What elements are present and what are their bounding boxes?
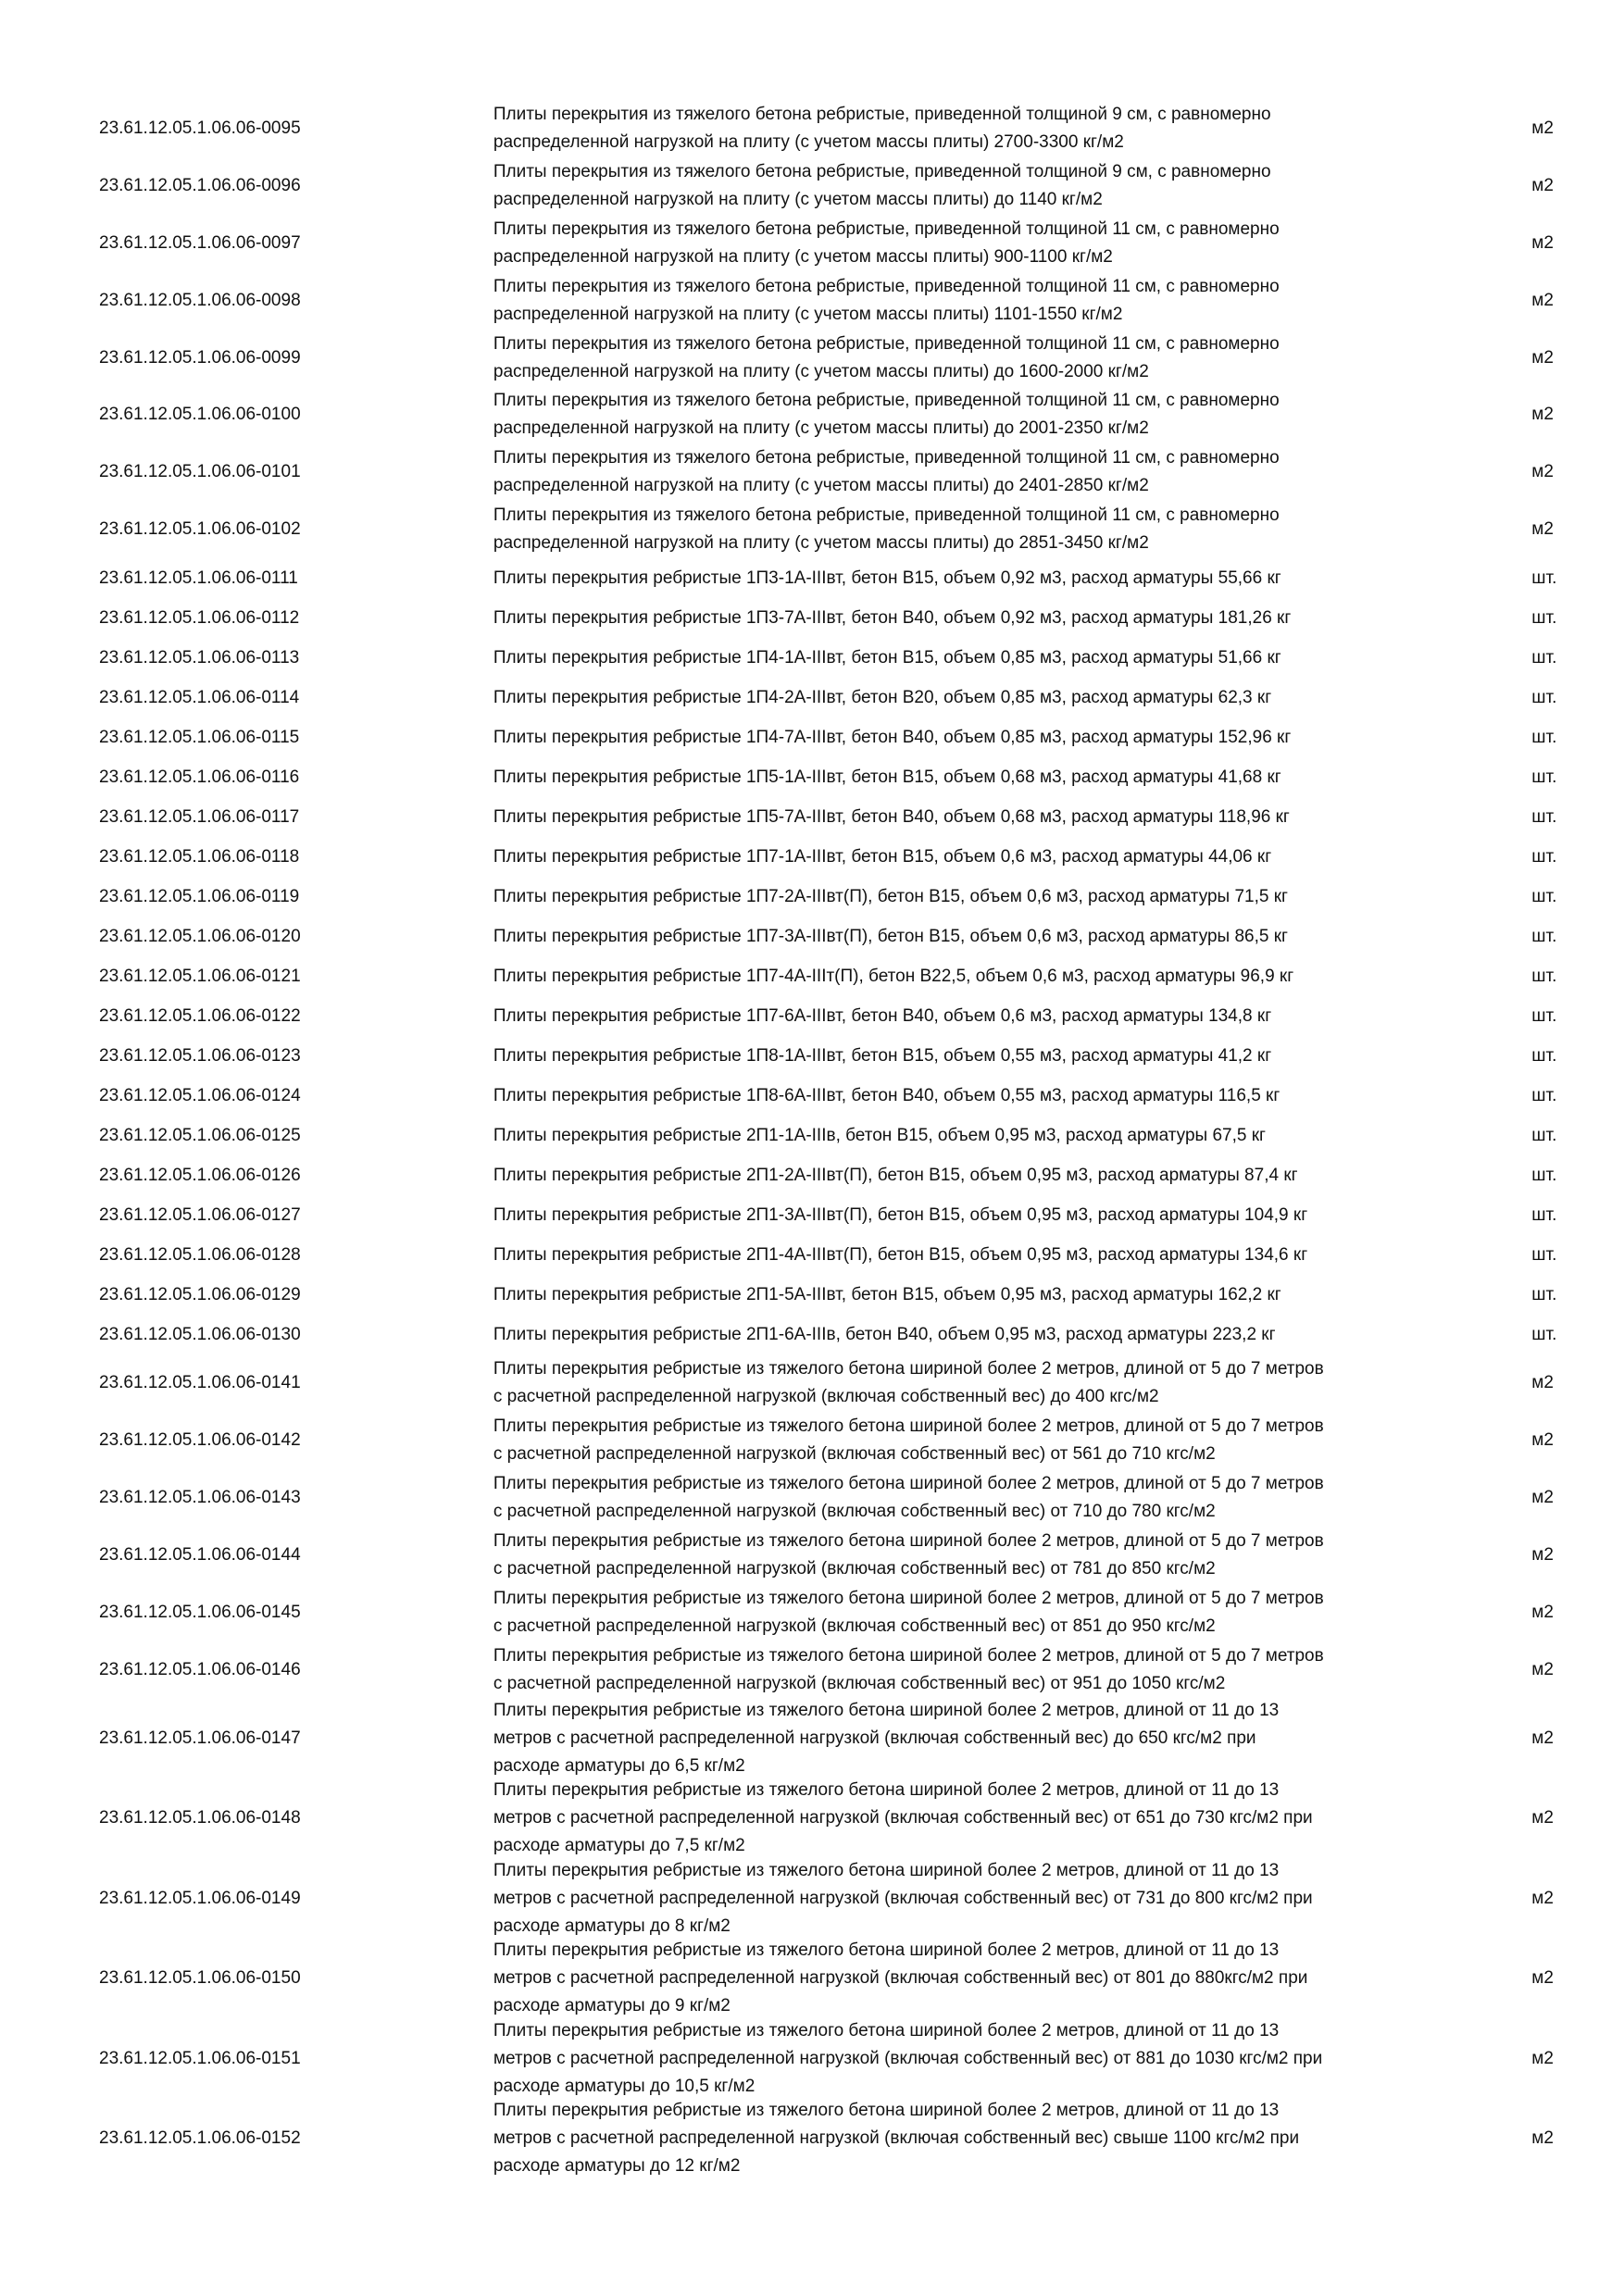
unit-of-measure: шт.: [1531, 1005, 1557, 1026]
table-row: [0, 1858, 1624, 1939]
resource-code: 23.61.12.05.1.06.06-0149: [99, 1888, 301, 1908]
resource-code: 23.61.12.05.1.06.06-0111: [99, 568, 298, 588]
resource-code: 23.61.12.05.1.06.06-0114: [99, 687, 300, 707]
resource-code: 23.61.12.05.1.06.06-0097: [99, 232, 301, 253]
table-row: [0, 877, 1624, 917]
resource-code: 23.61.12.05.1.06.06-0101: [99, 462, 301, 482]
resource-code: 23.61.12.05.1.06.06-0142: [99, 1429, 301, 1450]
resource-name: Плиты перекрытия ребристые 2П1-1А-IIIв, бетон В15, объем 0,95 м3, расход арматуры 67,5 кг: [493, 1125, 1266, 1145]
resource-code: 23.61.12.05.1.06.06-0123: [99, 1045, 301, 1066]
resource-name: Плиты перекрытия ребристые из тяжелого бетона шириной более 2 метров, длиной от 11 до 13 метров с расчетной распределенной нагрузкой (включая собственный вес) от 801 до 880кгс/м2 при расходе арматуры до 9 кг/м2: [493, 1940, 1308, 2016]
resource-name: Плиты перекрытия ребристые 1П5-1А-IIIвт, бетон В15, объем 0,68 м3, расход арматуры 41,68 кг: [493, 767, 1281, 787]
table-row: [0, 1235, 1624, 1275]
unit-of-measure: шт.: [1531, 1045, 1557, 1066]
resource-code: 23.61.12.05.1.06.06-0151: [99, 2048, 301, 2068]
resource-name: Плиты перекрытия ребристые 1П7-1А-IIIвт, бетон В15, объем 0,6 м3, расход арматуры 44,06 кг: [493, 846, 1272, 867]
resource-code: 23.61.12.05.1.06.06-0122: [99, 1005, 301, 1026]
unit-of-measure: м2: [1531, 1728, 1554, 1748]
resource-code: 23.61.12.05.1.06.06-0118: [99, 846, 300, 867]
table-row: [0, 2099, 1624, 2179]
resource-name: Плиты перекрытия ребристые 1П7-6А-IIIвт, бетон В40, объем 0,6 м3, расход арматуры 134,8 кг: [493, 1005, 1272, 1026]
unit-of-measure: шт.: [1531, 1125, 1557, 1145]
resource-name: Плиты перекрытия из тяжелого бетона ребристые, приведенной толщиной 11 см, с равномерно распределенной нагрузкой на плиту (с учетом массы плиты) 900-1100 кг/м2: [493, 218, 1280, 267]
unit-of-measure: м2: [1531, 1888, 1554, 1908]
table-row: [0, 1939, 1624, 2019]
resource-code: 23.61.12.05.1.06.06-0115: [99, 727, 300, 747]
unit-of-measure: шт.: [1531, 767, 1557, 787]
unit-of-measure: м2: [1531, 1968, 1554, 1989]
resource-code: 23.61.12.05.1.06.06-0096: [99, 175, 301, 195]
resource-name: Плиты перекрытия ребристые из тяжелого бетона шириной более 2 метров, длиной от 11 до 13 метров с расчетной распределенной нагрузкой (включая собственный вес) от 731 до 800 кгс/м2 при расходе арматуры до 8 кг/м2: [493, 1860, 1313, 1936]
resource-code: 23.61.12.05.1.06.06-0127: [99, 1204, 301, 1225]
table-row: [0, 330, 1624, 387]
resource-name: Плиты перекрытия ребристые 2П1-6А-IIIв, бетон В40, объем 0,95 м3, расход арматуры 223,2 кг: [493, 1324, 1276, 1344]
unit-of-measure: м2: [1531, 1602, 1554, 1622]
unit-of-measure: шт.: [1531, 727, 1557, 747]
resource-name: Плиты перекрытия из тяжелого бетона ребристые, приведенной толщиной 9 см, с равномерно распределенной нагрузкой на плиту (с учетом массы плиты) до 1140 кг/м2: [493, 161, 1271, 209]
resource-code: 23.61.12.05.1.06.06-0141: [99, 1373, 301, 1393]
resource-name: Плиты перекрытия ребристые 1П8-6А-IIIвт, бетон В40, объем 0,55 м3, расход арматуры 116,5 кг: [493, 1085, 1280, 1105]
resource-name: Плиты перекрытия из тяжелого бетона ребристые, приведенной толщиной 11 см, с равномерно распределенной нагрузкой на плиту (с учетом массы плиты) 1101-1550 кг/м2: [493, 276, 1280, 324]
table-row: [0, 1469, 1624, 1527]
resource-code: 23.61.12.05.1.06.06-0146: [99, 1659, 301, 1679]
unit-of-measure: м2: [1531, 1487, 1554, 1507]
table-row: [0, 215, 1624, 272]
unit-of-measure: м2: [1531, 232, 1554, 253]
table-row: [0, 2018, 1624, 2099]
resource-code: 23.61.12.05.1.06.06-0152: [99, 2128, 301, 2149]
resource-code: 23.61.12.05.1.06.06-0128: [99, 1244, 301, 1265]
unit-of-measure: шт.: [1531, 687, 1557, 707]
resource-name: Плиты перекрытия ребристые 1П4-2А-IIIвт, бетон В20, объем 0,85 м3, расход арматуры 62,3 кг: [493, 687, 1272, 707]
unit-of-measure: шт.: [1531, 1324, 1557, 1344]
resource-code: 23.61.12.05.1.06.06-0102: [99, 519, 301, 540]
table-row: [0, 1412, 1624, 1469]
table-row: [0, 598, 1624, 638]
unit-of-measure: шт.: [1531, 926, 1557, 946]
resource-code: 23.61.12.05.1.06.06-0124: [99, 1085, 301, 1105]
resource-code: 23.61.12.05.1.06.06-0121: [99, 966, 301, 986]
table-row: [0, 1116, 1624, 1155]
resource-name: Плиты перекрытия ребристые из тяжелого бетона шириной более 2 метров, длиной от 11 до 13 метров с расчетной распределенной нагрузкой (включая собственный вес) от 881 до 1030 кгс/м2 при расходе арматуры до 10,5 кг/м2: [493, 2020, 1323, 2096]
resource-name: Плиты перекрытия ребристые из тяжелого бетона шириной более 2 метров, длиной от 5 до 7 метров с расчетной распределенной нагрузкой (включая собственный вес) от 951 до 1050 кгс/м2: [493, 1645, 1324, 1693]
table-row: [0, 501, 1624, 558]
table-row: [0, 1354, 1624, 1412]
unit-of-measure: шт.: [1531, 1244, 1557, 1265]
resource-code: 23.61.12.05.1.06.06-0129: [99, 1284, 301, 1304]
resource-code: 23.61.12.05.1.06.06-0144: [99, 1544, 301, 1565]
table-row: [0, 678, 1624, 718]
resource-name: Плиты перекрытия ребристые 1П3-1А-IIIвт, бетон В15, объем 0,92 м3, расход арматуры 55,66 кг: [493, 568, 1281, 588]
resource-code: 23.61.12.05.1.06.06-0095: [99, 118, 301, 138]
table-row: [0, 100, 1624, 157]
unit-of-measure: м2: [1531, 1659, 1554, 1679]
unit-of-measure: м2: [1531, 2128, 1554, 2149]
table-row: [0, 1315, 1624, 1354]
table-row: [0, 443, 1624, 501]
resource-name: Плиты перекрытия ребристые из тяжелого бетона шириной более 2 метров, длиной от 5 до 7 метров с расчетной распределенной нагрузкой (включая собственный вес) от 781 до 850 кгс/м2: [493, 1530, 1324, 1578]
resource-name: Плиты перекрытия ребристые 1П4-7А-IIIвт, бетон В40, объем 0,85 м3, расход арматуры 152,96 кг: [493, 727, 1292, 747]
resource-name: Плиты перекрытия ребристые 2П1-3А-IIIвт(П), бетон В15, объем 0,95 м3, расход арматуры 104,9 кг: [493, 1204, 1308, 1225]
resource-name: Плиты перекрытия ребристые из тяжелого бетона шириной более 2 метров, длиной от 5 до 7 метров с расчетной распределенной нагрузкой (включая собственный вес) от 561 до 710 кгс/м2: [493, 1416, 1324, 1464]
table-row: [0, 1195, 1624, 1235]
unit-of-measure: шт.: [1531, 806, 1557, 827]
table-row: [0, 558, 1624, 598]
resource-code: 23.61.12.05.1.06.06-0147: [99, 1728, 301, 1748]
resource-name: Плиты перекрытия ребристые из тяжелого бетона шириной более 2 метров, длиной от 5 до 7 метров с расчетной распределенной нагрузкой (включая собственный вес) от 851 до 950 кгс/м2: [493, 1588, 1324, 1636]
resource-code: 23.61.12.05.1.06.06-0126: [99, 1165, 301, 1185]
unit-of-measure: м2: [1531, 118, 1554, 138]
unit-of-measure: м2: [1531, 1544, 1554, 1565]
resource-name: Плиты перекрытия ребристые из тяжелого бетона шириной более 2 метров, длиной от 11 до 13 метров с расчетной распределенной нагрузкой (включая собственный вес) от 651 до 730 кгс/м2 при расходе арматуры до 7,5 кг/м2: [493, 1780, 1313, 1856]
unit-of-measure: шт.: [1531, 886, 1557, 906]
table-row: [0, 757, 1624, 797]
table-row: [0, 1698, 1624, 1778]
resource-name: Плиты перекрытия ребристые 1П7-4А-IIIт(П), бетон В22,5, объем 0,6 м3, расход арматуры 96,9 кг: [493, 966, 1294, 986]
resource-code: 23.61.12.05.1.06.06-0130: [99, 1324, 301, 1344]
price-table: [0, 100, 1624, 2178]
unit-of-measure: м2: [1531, 1808, 1554, 1828]
resource-code: 23.61.12.05.1.06.06-0150: [99, 1968, 301, 1989]
unit-of-measure: м2: [1531, 462, 1554, 482]
table-row: [0, 917, 1624, 956]
resource-code: 23.61.12.05.1.06.06-0148: [99, 1808, 301, 1828]
resource-name: Плиты перекрытия ребристые 1П7-3А-IIIвт(П), бетон В15, объем 0,6 м3, расход арматуры 86,5 кг: [493, 926, 1288, 946]
resource-name: Плиты перекрытия ребристые из тяжелого бетона шириной более 2 метров, длиной от 5 до 7 метров с расчетной распределенной нагрузкой (включая собственный вес) от 710 до 780 кгс/м2: [493, 1473, 1324, 1521]
resource-name: Плиты перекрытия из тяжелого бетона ребристые, приведенной толщиной 11 см, с равномерно распределенной нагрузкой на плиту (с учетом массы плиты) до 1600-2000 кг/м2: [493, 333, 1280, 381]
table-row: [0, 1076, 1624, 1116]
resource-name: Плиты перекрытия ребристые 2П1-2А-IIIвт(П), бетон В15, объем 0,95 м3, расход арматуры 87,4 кг: [493, 1165, 1298, 1185]
resource-code: 23.61.12.05.1.06.06-0112: [99, 607, 300, 628]
resource-code: 23.61.12.05.1.06.06-0117: [99, 806, 300, 827]
resource-code: 23.61.12.05.1.06.06-0143: [99, 1487, 301, 1507]
table-row: [0, 1155, 1624, 1195]
resource-code: 23.61.12.05.1.06.06-0120: [99, 926, 301, 946]
resource-code: 23.61.12.05.1.06.06-0119: [99, 886, 300, 906]
resource-name: Плиты перекрытия ребристые из тяжелого бетона шириной более 2 метров, длиной от 11 до 13 метров с расчетной распределенной нагрузкой (включая собственный вес) свыше 1100 кгс/м2 при расходе арматуры до 12 кг/м2: [493, 2101, 1300, 2177]
unit-of-measure: м2: [1531, 1429, 1554, 1450]
unit-of-measure: шт.: [1531, 966, 1557, 986]
table-row: [0, 837, 1624, 877]
table-row: [0, 1275, 1624, 1315]
table-row: [0, 956, 1624, 996]
table-row: [0, 1778, 1624, 1859]
resource-name: Плиты перекрытия ребристые из тяжелого бетона шириной более 2 метров, длиной от 11 до 13 метров с расчетной распределенной нагрузкой (включая собственный вес) до 650 кгс/м2 при расходе арматуры до 6,5 кг/м2: [493, 1700, 1280, 1776]
resource-code: 23.61.12.05.1.06.06-0145: [99, 1602, 301, 1622]
resource-code: 23.61.12.05.1.06.06-0125: [99, 1125, 301, 1145]
unit-of-measure: шт.: [1531, 1204, 1557, 1225]
unit-of-measure: шт.: [1531, 1165, 1557, 1185]
resource-code: 23.61.12.05.1.06.06-0099: [99, 347, 301, 368]
unit-of-measure: м2: [1531, 175, 1554, 195]
resource-code: 23.61.12.05.1.06.06-0100: [99, 405, 301, 425]
unit-of-measure: м2: [1531, 1373, 1554, 1393]
table-row: [0, 1036, 1624, 1076]
table-row: [0, 1527, 1624, 1584]
resource-name: Плиты перекрытия ребристые 1П3-7А-IIIвт, бетон В40, объем 0,92 м3, расход арматуры 181,26 кг: [493, 607, 1292, 628]
resource-code: 23.61.12.05.1.06.06-0116: [99, 767, 300, 787]
table-row: [0, 718, 1624, 757]
unit-of-measure: м2: [1531, 347, 1554, 368]
unit-of-measure: шт.: [1531, 1085, 1557, 1105]
unit-of-measure: м2: [1531, 405, 1554, 425]
unit-of-measure: шт.: [1531, 607, 1557, 628]
resource-name: Плиты перекрытия ребристые 1П7-2А-IIIвт(П), бетон В15, объем 0,6 м3, расход арматуры 71,5 кг: [493, 886, 1288, 906]
unit-of-measure: м2: [1531, 2048, 1554, 2068]
resource-name: Плиты перекрытия ребристые 2П1-5А-IIIвт, бетон В15, объем 0,95 м3, расход арматуры 162,2 кг: [493, 1284, 1281, 1304]
table-row: [0, 386, 1624, 443]
resource-name: Плиты перекрытия из тяжелого бетона ребристые, приведенной толщиной 11 см, с равномерно распределенной нагрузкой на плиту (с учетом массы плиты) до 2001-2350 кг/м2: [493, 391, 1280, 439]
resource-name: Плиты перекрытия из тяжелого бетона ребристые, приведенной толщиной 11 см, с равномерно распределенной нагрузкой на плиту (с учетом массы плиты) до 2401-2850 кг/м2: [493, 448, 1280, 496]
table-row: [0, 1641, 1624, 1699]
resource-code: 23.61.12.05.1.06.06-0098: [99, 290, 301, 310]
unit-of-measure: шт.: [1531, 846, 1557, 867]
resource-name: Плиты перекрытия ребристые 1П4-1А-IIIвт, бетон В15, объем 0,85 м3, расход арматуры 51,66 кг: [493, 647, 1281, 668]
table-row: [0, 157, 1624, 215]
unit-of-measure: м2: [1531, 519, 1554, 540]
unit-of-measure: шт.: [1531, 1284, 1557, 1304]
table-row: [0, 996, 1624, 1036]
resource-name: Плиты перекрытия из тяжелого бетона ребристые, приведенной толщиной 11 см, с равномерно распределенной нагрузкой на плиту (с учетом массы плиты) до 2851-3450 кг/м2: [493, 505, 1280, 554]
resource-name: Плиты перекрытия из тяжелого бетона ребристые, приведенной толщиной 9 см, с равномерно распределенной нагрузкой на плиту (с учетом массы плиты) 2700-3300 кг/м2: [493, 104, 1271, 152]
unit-of-measure: м2: [1531, 290, 1554, 310]
resource-code: 23.61.12.05.1.06.06-0113: [99, 647, 300, 668]
resource-name: Плиты перекрытия ребристые из тяжелого бетона шириной более 2 метров, длиной от 5 до 7 метров с расчетной распределенной нагрузкой (включая собственный вес) до 400 кгс/м2: [493, 1359, 1324, 1407]
unit-of-measure: шт.: [1531, 647, 1557, 668]
table-row: [0, 638, 1624, 678]
table-row: [0, 272, 1624, 330]
table-row: [0, 797, 1624, 837]
unit-of-measure: шт.: [1531, 568, 1557, 588]
table-row: [0, 1584, 1624, 1641]
resource-name: Плиты перекрытия ребристые 1П8-1А-IIIвт, бетон В15, объем 0,55 м3, расход арматуры 41,2 кг: [493, 1045, 1272, 1066]
resource-name: Плиты перекрытия ребристые 1П5-7А-IIIвт, бетон В40, объем 0,68 м3, расход арматуры 118,96 кг: [493, 806, 1290, 827]
resource-name: Плиты перекрытия ребристые 2П1-4А-IIIвт(П), бетон В15, объем 0,95 м3, расход арматуры 134,6 кг: [493, 1244, 1308, 1265]
